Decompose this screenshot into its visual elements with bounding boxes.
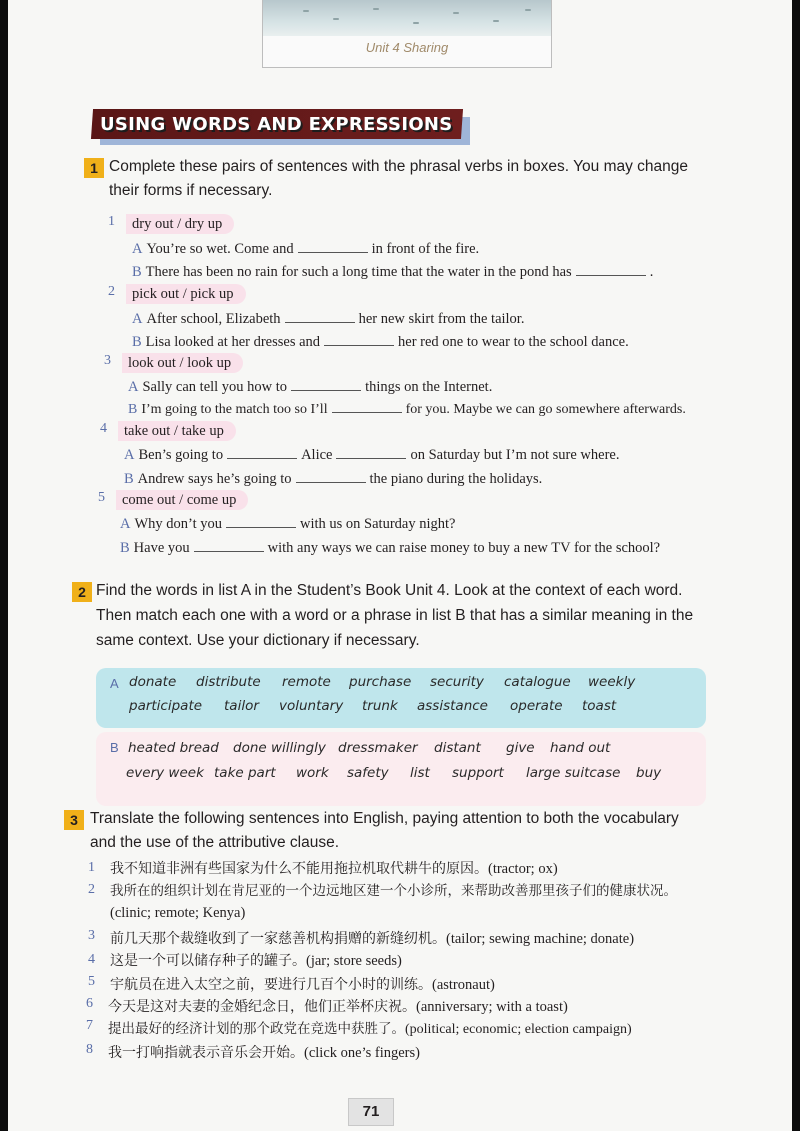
list-a-word: catalogue (504, 674, 571, 690)
list-a-word: assistance (417, 698, 488, 714)
list-a-word: participate (129, 698, 203, 714)
section-banner (92, 109, 472, 147)
list-a-word: purchase (349, 674, 412, 690)
list-b-word: work (296, 765, 329, 781)
answer-blank[interactable] (285, 311, 355, 323)
sentence-b: B I’m going to the match too so I’ll for you. Maybe we can go somewhere afterwards. (128, 402, 686, 417)
list-a-label: A (110, 676, 119, 691)
translation-number: 5 (88, 974, 95, 989)
translation-sentence: 我不知道非洲有些国家为什么不能用拖拉机取代耕牛的原因。(tractor; ox) (110, 861, 558, 877)
list-b-word: large suitcase (526, 765, 621, 781)
word-list-b (96, 732, 706, 806)
list-b-word: buy (636, 765, 662, 781)
list-b-word: support (452, 765, 504, 781)
list-a-word: voluntary (279, 698, 344, 714)
verb-pair: pick out / pick up (126, 284, 246, 304)
sentence-a: A Why don’t you with us on Saturday night? (120, 516, 456, 532)
list-a-word: trunk (362, 698, 398, 714)
translation-number: 7 (86, 1018, 93, 1033)
sentence-a: A Ben’s going to Alice on Saturday but I’m not sure where. (124, 447, 620, 463)
unit-label: Unit 4 Sharing (365, 40, 449, 55)
translation-sentence: 前几天那个裁缝收到了一家慈善机构捐赠的新缝纫机。(tailor; sewing machine; donate) (110, 931, 635, 947)
exercise-2-instruction-line2: Then match each one with a word or a phrase in list B that has a similar meaning in the (96, 607, 694, 624)
list-a-word: security (430, 674, 484, 690)
translation-number: 4 (88, 952, 95, 967)
translation-sentence: 我一打响指就表示音乐会开始。(click one’s fingers) (108, 1045, 420, 1061)
verb-pair: take out / take up (118, 421, 236, 441)
sentence-b: B Lisa looked at her dresses and her red one to wear to the school dance. (132, 334, 629, 350)
sentence-a: A After school, Elizabeth her new skirt from the tailor. (132, 311, 525, 327)
list-a-word: tailor (224, 698, 259, 714)
translation-sentence: 今天是这对夫妻的金婚纪念日，他们正举杯庆祝。(anniversary; with a toast) (108, 999, 568, 1015)
workbook-page (8, 0, 792, 1131)
section-title: USING WORDS AND EXPRESSIONS (100, 114, 453, 135)
list-a-word: toast (582, 698, 617, 714)
list-b-word: safety (347, 765, 389, 781)
exercise-1-instruction-line1: Complete these pairs of sentences with the phrasal verbs in boxes. You may change (109, 158, 689, 175)
exercise-3-instruction-line1: Translate the following sentences into English, paying attention to both the vocabulary (90, 810, 679, 827)
answer-blank[interactable] (226, 516, 296, 528)
list-a-word: operate (510, 698, 563, 714)
exercise-2-number: 2 (72, 582, 92, 602)
exercise-2-instruction-line1: Find the words in list A in the Student’s Book Unit 4. Look at the context of each word. (96, 582, 683, 599)
exercise-3-number: 3 (64, 810, 84, 830)
translation-number: 6 (86, 996, 93, 1011)
translation-number: 8 (86, 1042, 93, 1057)
item-number: 3 (104, 353, 111, 368)
list-b-label: B (110, 740, 119, 755)
unit-header (262, 0, 552, 68)
list-b-word: list (410, 765, 430, 781)
header-illustration (263, 0, 551, 36)
translation-sentence: 提出最好的经济计划的那个政党在竞选中获胜了。(political; economic; election campaign) (108, 1021, 632, 1037)
verb-pair: dry out / dry up (126, 214, 234, 234)
answer-blank[interactable] (324, 334, 394, 346)
translation-number: 3 (88, 928, 95, 943)
item-number: 4 (100, 421, 107, 436)
list-a-word: distribute (196, 674, 261, 690)
list-b-word: done willingly (233, 740, 326, 756)
list-a-word: weekly (588, 674, 636, 690)
item-number: 5 (98, 490, 105, 505)
translation-hint: (clinic; remote; Kenya) (110, 905, 246, 921)
answer-blank[interactable] (291, 379, 361, 391)
answer-blank[interactable] (576, 264, 646, 276)
translation-sentence: 我所在的组织计划在肯尼亚的一个边远地区建一个小诊所，来帮助改善那里孩子们的健康状况。 (110, 883, 677, 899)
list-b-word: every week (126, 765, 204, 781)
exercise-1-instruction-line2: their forms if necessary. (109, 182, 273, 199)
sentence-b: B There has been no rain for such a long time that the water in the pond has . (132, 264, 654, 280)
answer-blank[interactable] (296, 471, 366, 483)
list-a-word: donate (129, 674, 177, 690)
list-b-word: hand out (550, 740, 611, 756)
verb-pair: look out / look up (122, 353, 243, 373)
item-number: 2 (108, 284, 115, 299)
answer-blank[interactable] (227, 447, 297, 459)
item-number: 1 (108, 214, 115, 229)
exercise-3-instruction-line2: and the use of the attributive clause. (90, 834, 340, 851)
sentence-b: B Andrew says he’s going to the piano during the holidays. (124, 471, 543, 487)
word-list-a (96, 668, 706, 728)
exercise-1-number: 1 (84, 158, 104, 178)
answer-blank[interactable] (332, 401, 402, 413)
list-b-word: heated bread (128, 740, 219, 756)
exercise-2-instruction-line3: same context. Use your dictionary if necessary. (96, 632, 420, 649)
translation-number: 2 (88, 882, 95, 897)
answer-blank[interactable] (194, 540, 264, 552)
page-number: 71 (348, 1098, 394, 1126)
translation-sentence: 宇航员在进入太空之前，要进行几百个小时的训练。(astronaut) (110, 977, 495, 993)
translation-number: 1 (88, 860, 95, 875)
list-b-word: distant (434, 740, 481, 756)
sentence-a: A You’re so wet. Come and in front of the fire. (132, 241, 480, 257)
sentence-b: B Have you with any ways we can raise money to buy a new TV for the school? (120, 540, 661, 556)
answer-blank[interactable] (298, 241, 368, 253)
answer-blank[interactable] (336, 447, 406, 459)
list-a-word: remote (282, 674, 331, 690)
sentence-a: A Sally can tell you how to things on the Internet. (128, 379, 493, 395)
translation-sentence: 这是一个可以储存种子的罐子。(jar; store seeds) (110, 953, 402, 969)
list-b-word: take part (214, 765, 276, 781)
list-b-word: give (506, 740, 535, 756)
verb-pair: come out / come up (116, 490, 248, 510)
list-b-word: dressmaker (338, 740, 418, 756)
